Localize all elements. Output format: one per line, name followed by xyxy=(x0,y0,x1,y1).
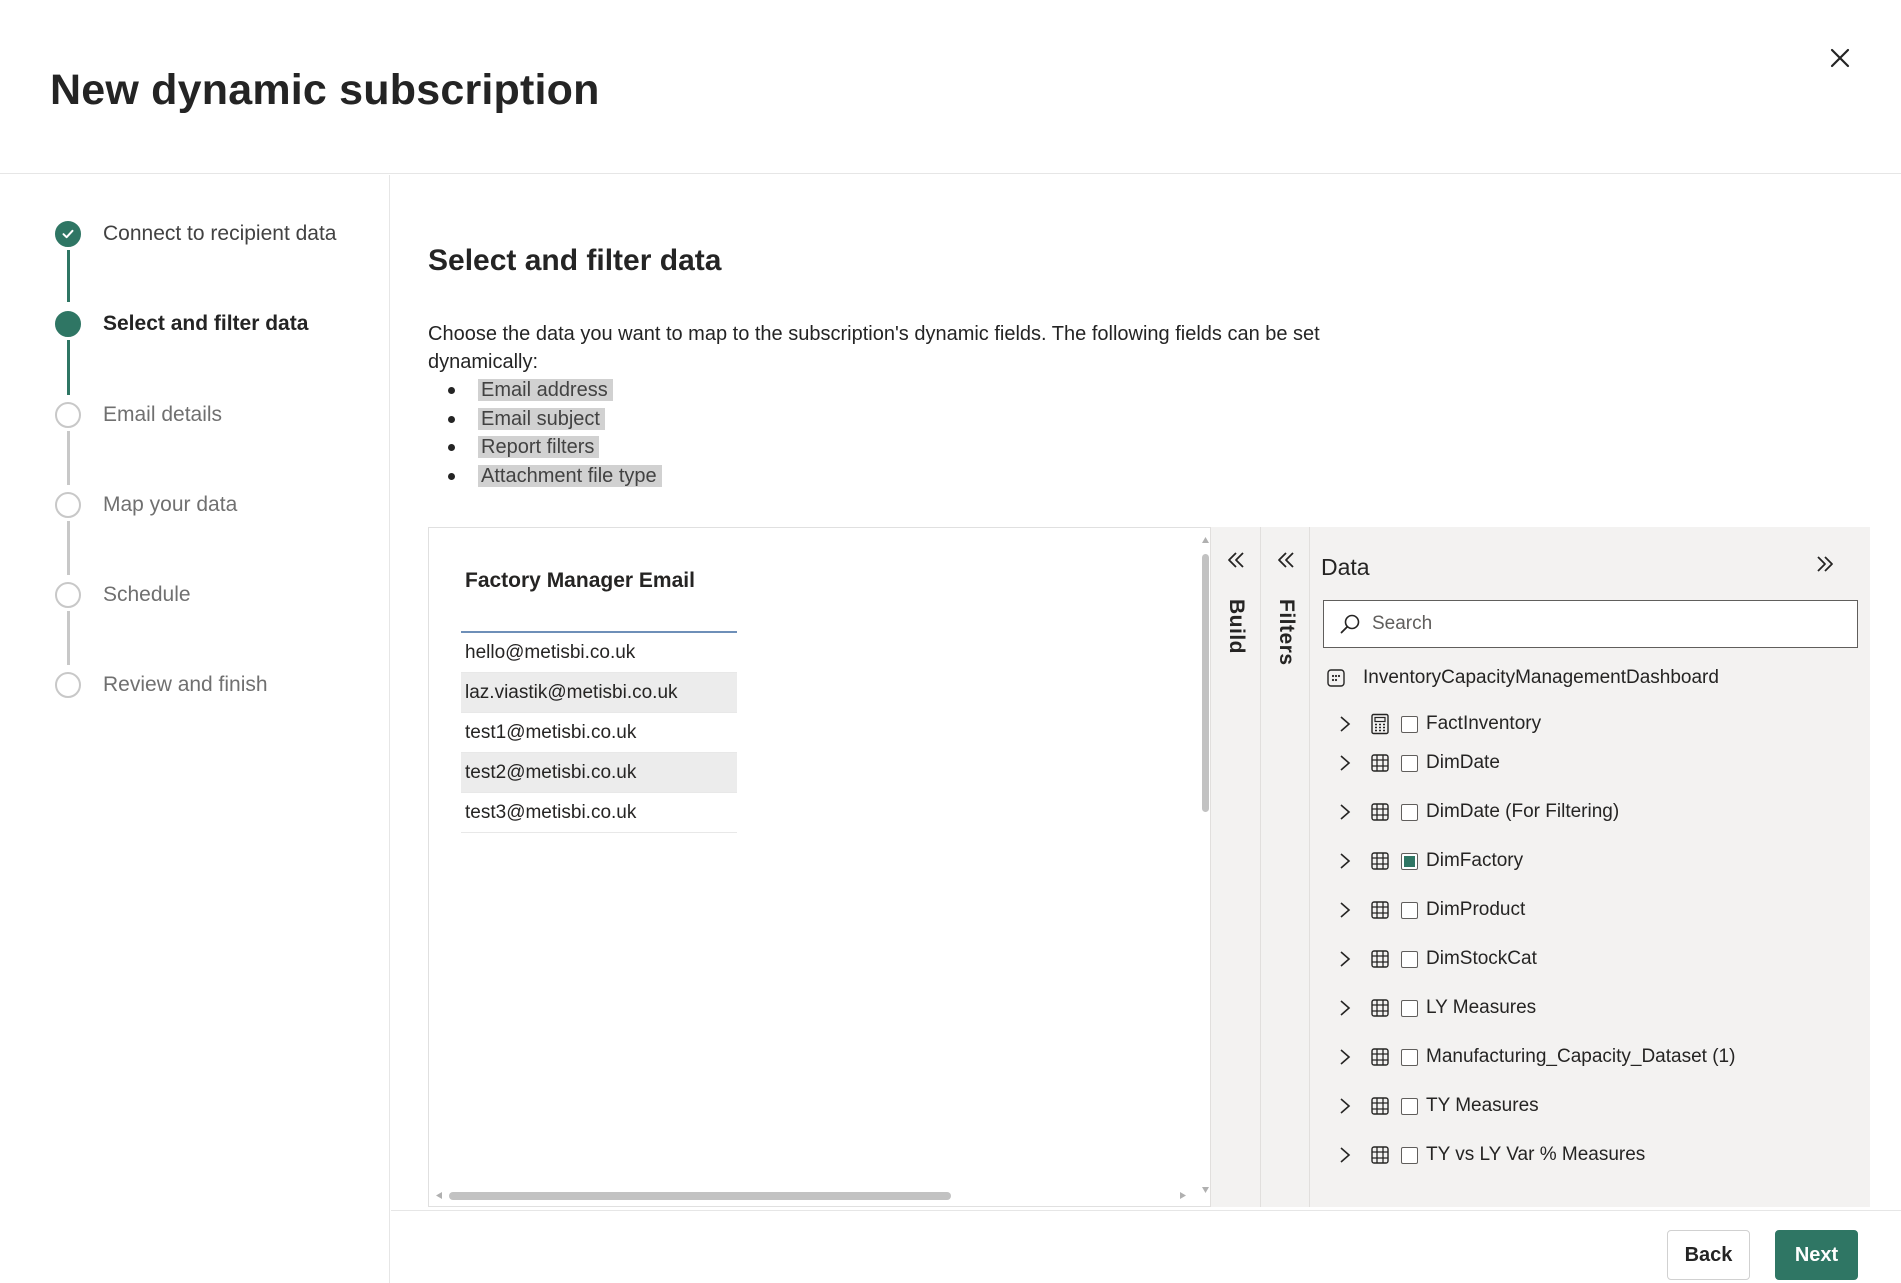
table-name: DimFactory xyxy=(1426,850,1524,871)
double-chevron-left-icon xyxy=(1275,549,1297,571)
chevron-right-icon[interactable] xyxy=(1330,1140,1360,1170)
data-table-item[interactable] xyxy=(1330,1137,1645,1173)
step-map-your-data[interactable] xyxy=(55,490,237,520)
step-label: Review and finish xyxy=(103,673,268,696)
field-attachment-file-type: Attachment file type xyxy=(478,465,662,487)
chevron-right-icon[interactable] xyxy=(1330,993,1360,1023)
dialog-title: New dynamic subscription xyxy=(50,66,600,114)
empty-circle-icon xyxy=(55,672,81,698)
section-description: Choose the data you want to map to the subscription's dynamic fields. The following fields can be set dynamically: xyxy=(428,323,1320,373)
table-checkbox[interactable] xyxy=(1401,755,1418,772)
field-email-address: Email address xyxy=(478,379,613,401)
step-select-filter-data[interactable] xyxy=(55,309,308,339)
empty-circle-icon xyxy=(55,402,81,428)
step-label: Select and filter data xyxy=(103,312,309,335)
step-email-details[interactable] xyxy=(55,400,222,430)
dialog-header xyxy=(0,0,1901,174)
table-name: TY Measures xyxy=(1426,1095,1539,1116)
table-icon xyxy=(1368,1094,1392,1118)
table-checkbox[interactable] xyxy=(1401,716,1418,733)
empty-circle-icon xyxy=(55,492,81,518)
table-icon xyxy=(1368,996,1392,1020)
chevron-right-icon[interactable] xyxy=(1330,1042,1360,1072)
data-table-item[interactable] xyxy=(1330,990,1536,1026)
table-column-header[interactable]: Factory Manager Email xyxy=(465,569,695,592)
horizontal-scroll-thumb[interactable] xyxy=(449,1192,951,1200)
data-table-item[interactable] xyxy=(1330,1039,1735,1075)
data-search-box[interactable] xyxy=(1323,600,1858,648)
data-pane-title: Data xyxy=(1321,554,1370,580)
expand-build-button[interactable] xyxy=(1223,547,1249,573)
table-name: DimDate xyxy=(1426,752,1500,773)
list-item xyxy=(428,376,662,405)
close-button[interactable] xyxy=(1818,36,1862,80)
chevron-right-icon[interactable] xyxy=(1330,944,1360,974)
table-checkbox[interactable] xyxy=(1401,1098,1418,1115)
section-title: Select and filter data xyxy=(428,244,722,277)
data-table-item[interactable] xyxy=(1330,706,1541,742)
table-checkbox[interactable] xyxy=(1401,1000,1418,1017)
step-review-finish[interactable] xyxy=(55,670,268,700)
table-name: DimProduct xyxy=(1426,899,1526,920)
table-icon xyxy=(1368,898,1392,922)
scroll-right-arrow-icon[interactable] xyxy=(1179,1191,1187,1200)
table-name: DimDate (For Filtering) xyxy=(1426,801,1620,822)
double-chevron-right-icon xyxy=(1814,553,1836,575)
calculator-table-icon xyxy=(1368,712,1392,736)
next-button[interactable]: Next xyxy=(1775,1230,1858,1280)
expand-filters-button[interactable] xyxy=(1273,547,1299,573)
table-name: TY vs LY Var % Measures xyxy=(1426,1144,1646,1165)
back-button[interactable]: Back xyxy=(1667,1230,1750,1280)
table-checkbox[interactable] xyxy=(1401,902,1418,919)
data-table-item[interactable] xyxy=(1330,1088,1539,1124)
semantic-model-name: InventoryCapacityManagementDashboard xyxy=(1363,667,1719,688)
table-checkbox[interactable] xyxy=(1401,1147,1418,1164)
data-pane xyxy=(1310,527,1870,1207)
chevron-right-icon[interactable] xyxy=(1330,709,1360,739)
list-item xyxy=(428,433,662,462)
table-checkbox[interactable] xyxy=(1401,951,1418,968)
chevron-right-icon[interactable] xyxy=(1330,1091,1360,1121)
filters-pane-collapsed[interactable] xyxy=(1260,527,1310,1207)
step-label: Email details xyxy=(103,403,223,426)
field-email-subject: Email subject xyxy=(478,408,605,430)
table-icon xyxy=(1368,1045,1392,1069)
chevron-right-icon[interactable] xyxy=(1330,797,1360,827)
scroll-left-arrow-icon[interactable] xyxy=(435,1191,443,1200)
close-icon xyxy=(1830,48,1850,68)
table-row[interactable]: hello@metisbi.co.uk xyxy=(461,633,737,673)
current-step-icon xyxy=(55,311,81,337)
table-row[interactable]: laz.viastik@metisbi.co.uk xyxy=(461,673,737,713)
wizard-stepper xyxy=(0,175,390,1283)
vertical-scroll-thumb[interactable] xyxy=(1202,554,1209,812)
table-name: Manufacturing_Capacity_Dataset (1) xyxy=(1426,1046,1736,1067)
step-connector xyxy=(67,431,70,485)
check-circle-icon xyxy=(55,221,81,247)
build-pane-label[interactable]: Build xyxy=(1225,599,1248,654)
table-icon xyxy=(1368,947,1392,971)
list-item xyxy=(428,462,662,491)
table-name: LY Measures xyxy=(1426,997,1537,1018)
field-report-filters: Report filters xyxy=(478,436,599,458)
build-pane-collapsed[interactable] xyxy=(1210,527,1260,1207)
data-table-item[interactable] xyxy=(1330,843,1523,879)
dynamic-fields-list xyxy=(428,376,662,490)
semantic-model-icon xyxy=(1325,667,1347,689)
step-schedule[interactable] xyxy=(55,580,191,610)
table-name: DimStockCat xyxy=(1426,948,1537,969)
double-chevron-left-icon xyxy=(1225,549,1247,571)
semantic-model-row[interactable] xyxy=(1325,667,1719,689)
chevron-right-icon[interactable] xyxy=(1330,846,1360,876)
empty-circle-icon xyxy=(55,582,81,608)
table-row[interactable]: test2@metisbi.co.uk xyxy=(461,753,737,793)
step-label: Schedule xyxy=(103,583,191,606)
step-connect-recipient-data[interactable] xyxy=(55,219,336,249)
table-row[interactable]: test3@metisbi.co.uk xyxy=(461,793,737,833)
step-connector xyxy=(67,250,70,302)
data-table-item[interactable] xyxy=(1330,941,1537,977)
step-connector xyxy=(67,340,70,395)
data-table-item[interactable] xyxy=(1330,892,1525,928)
table-checkbox[interactable] xyxy=(1401,804,1418,821)
table-checkbox[interactable] xyxy=(1401,1049,1418,1066)
collapse-data-pane-button[interactable] xyxy=(1810,549,1840,579)
table-icon xyxy=(1368,751,1392,775)
search-icon xyxy=(1338,612,1362,636)
scroll-down-arrow-icon[interactable] xyxy=(1201,1186,1210,1194)
table-row[interactable]: test1@metisbi.co.uk xyxy=(461,713,737,753)
chevron-right-icon[interactable] xyxy=(1330,895,1360,925)
table-icon xyxy=(1368,849,1392,873)
list-item xyxy=(428,405,662,434)
horizontal-scrollbar[interactable] xyxy=(435,1188,1195,1202)
step-connector xyxy=(67,521,70,575)
table-checkbox-checked[interactable] xyxy=(1401,853,1418,870)
chevron-right-icon[interactable] xyxy=(1330,748,1360,778)
table-icon xyxy=(1368,800,1392,824)
step-label: Map your data xyxy=(103,493,238,516)
search-input[interactable] xyxy=(1370,612,1830,636)
data-table-item[interactable] xyxy=(1330,794,1619,830)
data-table-item[interactable] xyxy=(1330,745,1500,781)
filters-pane-label[interactable]: Filters xyxy=(1275,599,1298,666)
table-icon xyxy=(1368,1143,1392,1167)
scroll-up-arrow-icon[interactable] xyxy=(1201,536,1210,544)
table-name: FactInventory xyxy=(1426,713,1542,734)
report-canvas[interactable] xyxy=(428,527,1210,1207)
step-label: Connect to recipient data xyxy=(103,222,337,245)
step-connector xyxy=(67,611,70,665)
